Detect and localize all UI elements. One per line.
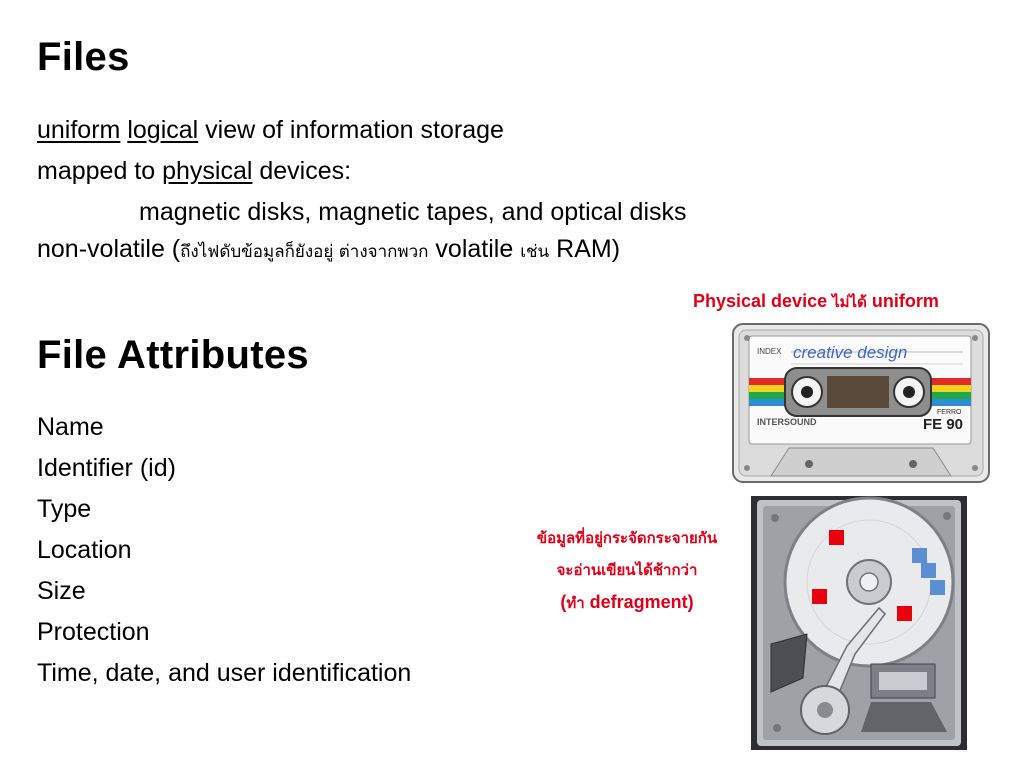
fragment-marker-red	[829, 530, 844, 545]
title-files: Files	[37, 35, 130, 79]
cassette-brand: INTERSOUND	[757, 417, 817, 427]
word-volatile: volatile	[435, 235, 514, 263]
files-line-2	[37, 159, 351, 184]
hard-disk-image	[751, 496, 967, 750]
fragment-marker-blue	[930, 580, 945, 595]
caption-thai-do: ทำ	[566, 594, 585, 612]
caption-line-1: ข้อมูลที่อยู่กระจัดกระจายกัน	[536, 529, 718, 547]
cassette-tape-image	[731, 322, 991, 484]
files-line-4	[37, 237, 620, 262]
fragment-marker-blue	[912, 548, 927, 563]
attribute-list	[37, 407, 411, 694]
caption-line-2: จะอ่านเขียนได้ช้ากว่า	[556, 561, 698, 579]
cassette-model: FE 90	[923, 416, 964, 433]
files-line-2-rest: devices:	[259, 157, 352, 185]
files-line-1-rest: view of information storage	[205, 116, 504, 144]
disk-caption	[507, 522, 747, 619]
attribute-item: Name	[37, 413, 104, 441]
cassette-handwriting: creative design	[793, 343, 908, 362]
attribute-item: Protection	[37, 618, 150, 646]
attribute-item: Location	[37, 536, 132, 564]
title-file-attributes: File Attributes	[37, 333, 309, 377]
files-line-1	[37, 118, 504, 143]
word-physical: physical	[162, 157, 253, 185]
word-logical: logical	[127, 116, 199, 144]
caption-paren: (	[560, 592, 567, 612]
attribute-item: Identifier (id)	[37, 454, 176, 482]
caption-line-3	[507, 586, 747, 619]
files-line-4-start: non-volatile (	[37, 235, 181, 263]
attribute-item: Size	[37, 577, 86, 605]
files-line-4-thai-2: เช่น	[520, 242, 550, 262]
files-line-4-end: RAM)	[556, 235, 621, 263]
note-thai: ไม่ได้	[832, 293, 867, 311]
physical-device-note	[693, 290, 939, 314]
caption-defragment: defragment)	[589, 592, 694, 612]
note-part-a: Physical device	[693, 291, 828, 311]
fragment-marker-blue	[921, 563, 936, 578]
cassette-ferro: FERRO	[937, 409, 962, 416]
fragment-marker-red	[812, 589, 827, 604]
note-part-b: uniform	[871, 291, 939, 311]
word-uniform: uniform	[37, 116, 121, 144]
cassette-index-label: INDEX	[757, 347, 782, 356]
files-line-2-start: mapped to	[37, 157, 156, 185]
fragment-marker-red	[897, 606, 912, 621]
files-line-3: magnetic disks, magnetic tapes, and optical disks	[139, 198, 687, 226]
attribute-item: Type	[37, 495, 92, 523]
files-line-4-thai-1: ถึงไฟดับข้อมูลก็ยังอยู่ ต่างจากพวก	[180, 242, 429, 262]
attribute-item: Time, date, and user identification	[37, 659, 412, 687]
